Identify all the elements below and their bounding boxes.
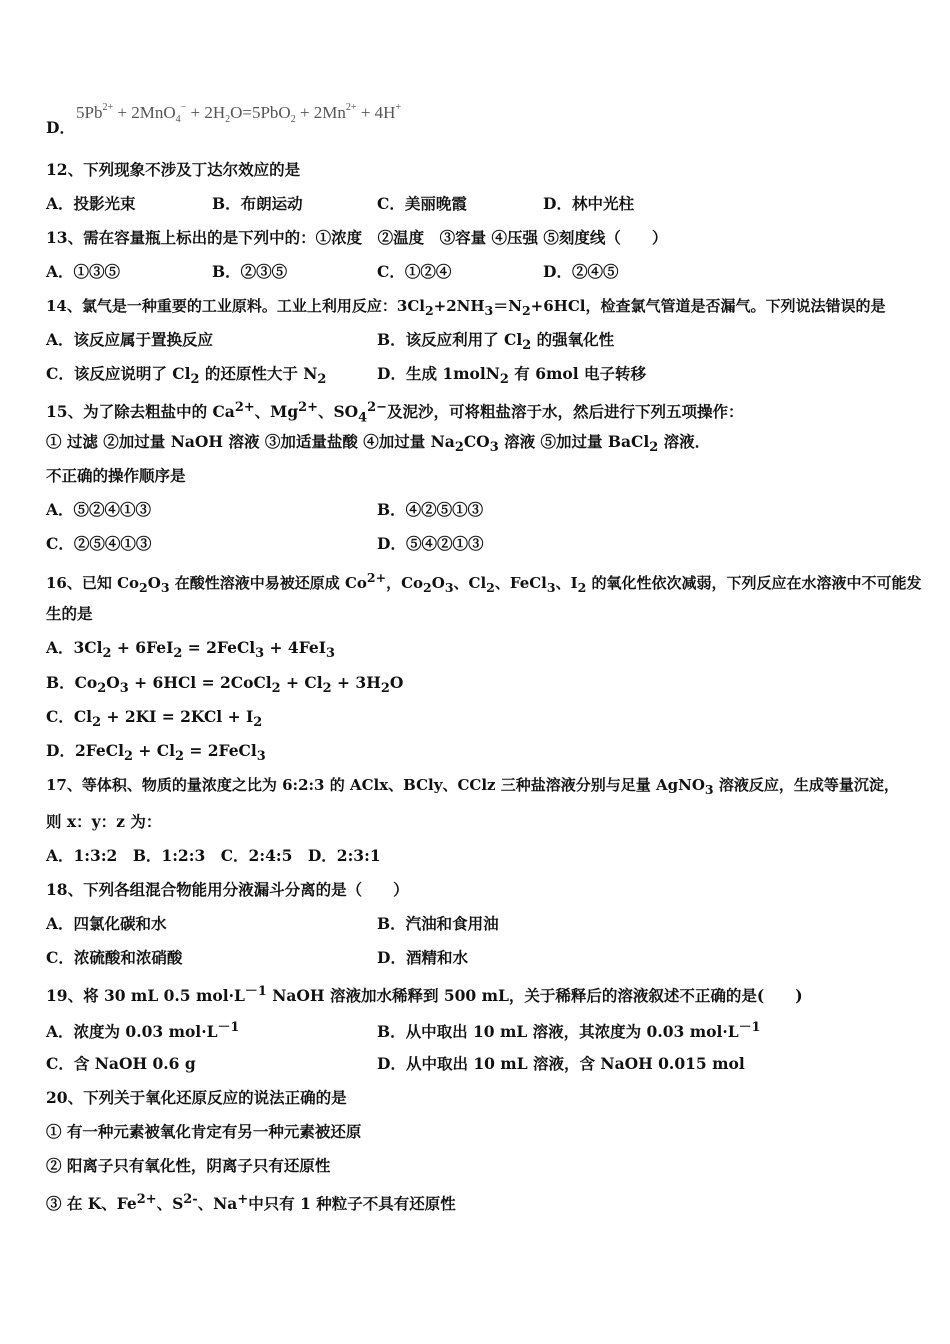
q16-option-b: B．$Co_2O_3 + 6HCl$ = 2CoCl$_2$ + $Cl_2 + 3H_2O$: [46, 673, 404, 697]
q20-statement-1: ① 有一种元素被氧化肯定有另一种元素被还原: [46, 1122, 362, 1141]
q15-question: 不正确的操作顺序是: [46, 466, 186, 485]
q16-option-c: C．$Cl_2 + 2KI = 2KCl + I_2$: [46, 707, 263, 731]
q15-option-b: B．④②⑤①③: [377, 500, 484, 519]
q13-option-a: A．①③⑤: [46, 262, 121, 281]
q11-option-d-label: D．: [46, 118, 75, 137]
q15-option-d: D．⑤④②①③: [377, 534, 484, 553]
q14-option-b: B．该反应利用了 $Cl_2$ 的强氧化性: [377, 330, 615, 354]
q18-option-c: C．浓硫酸和浓硝酸: [46, 948, 183, 967]
q14-option-a: A．该反应属于置换反应: [46, 330, 214, 349]
q16-option-a: A．$3Cl_2 + 6FeI_2$ = 2FeCl$_3$ + 4FeI$_3$: [46, 638, 335, 662]
q15-option-a: A．⑤②④①③: [46, 500, 152, 519]
q16-stem-line2: 生的是: [46, 604, 93, 623]
q20-statement-3: ③ 在 K、$Fe^{2+}$、$S^{2-}$、Na+中只有 1 种粒子不具有还原性: [46, 1192, 456, 1214]
q18-stem: 18、下列各组混合物能用分液漏斗分离的是（ ）: [46, 880, 409, 899]
q15-stem: 15、为了除去粗盐中的 $Ca^{2+}$、$Mg^{2+}$、$SO_4^{2-}$及泥沙，可将粗盐溶于水，然后进行下列五项操作：: [46, 400, 744, 426]
q17-options: A．1:3:2 B．1:2:3 C．2:4:5 D．2:3:1: [46, 846, 381, 865]
q11-option-d-formula: $5Pb^{2+} + 2MnO_4^- + 2H_2O=5PbO_2 + 2Mn^{2+} + 4H^+$: [76, 102, 402, 125]
q19-option-d: D．从中取出 10 mL 溶液，含 NaOH 0.015 mol: [377, 1054, 745, 1073]
q14-option-d: D．生成 1molN$_2$ 有 6mol 电子转移: [377, 364, 647, 388]
q12-option-c: C．美丽晚霞: [377, 194, 467, 213]
q18-option-d: D．酒精和水: [377, 948, 468, 967]
q13-option-b: B．②③⑤: [212, 262, 288, 281]
q18-option-a: A．四氯化碳和水: [46, 914, 167, 933]
q15-option-c: C．②⑤④①③: [46, 534, 152, 553]
q13-stem: 13、需在容量瓶上标出的是下列中的：①浓度 ②温度 ③容量 ④压强 ⑤刻度线（ ）: [46, 228, 668, 247]
q12-option-a: A．投影光束: [46, 194, 136, 213]
q19-stem: 19、将 30 mL 0.5 $mol\cdot L^{-1}$ NaOH 溶液加水稀释到 500 mL，关于稀释后的溶液叙述不正确的是( ): [46, 984, 803, 1006]
q15-operations: ① 过滤 ②加过量 NaOH 溶液 ③加适量盐酸 ④加过量 $Na_2CO_3$ 溶液 ⑤加过量 BaCl$_2$ 溶液．: [46, 432, 711, 456]
q17-stem-line1: 17、等体积、物质的量浓度之比为 6:2:3 的 AClx、BCly、CClz 三种盐溶液分别与足量 AgNO$_3$ 溶液反应，生成等量沉淀，: [46, 776, 899, 797]
q13-option-d: D．②④⑤: [543, 262, 619, 281]
q14-option-c: C．该反应说明了 $Cl_2$ 的还原性大于 $N_2$: [46, 364, 327, 388]
q20-stem: 20、下列关于氧化还原反应的说法正确的是: [46, 1088, 347, 1107]
q19-option-a: A．浓度为 0.03 $mol\cdot L^{-1}$: [46, 1020, 240, 1042]
q14-stem: 14、氯气是一种重要的工业原料。工业上利用反应：$3Cl_2+2NH_3=N_2+6HCl$，检查氯气管道是否漏气。下列说法错误的是: [46, 297, 886, 318]
q19-option-c: C．含 NaOH 0.6 g: [46, 1054, 196, 1073]
q18-option-b: B．汽油和食用油: [377, 914, 499, 933]
q19-option-b: B．从中取出 10 mL 溶液，其浓度为 0.03 $mol\cdot L^{-1}$: [377, 1020, 761, 1042]
q16-stem-line1: 16、已知 $Co_2O_3$ 在酸性溶液中易被还原成 $Co^{2+}$，$Co_2O_3$、$Cl_2$、FeCl$_3$、$I_2$ 的氧化性依次减弱，下列反应在水溶液中不可能发: [46, 570, 922, 595]
q16-option-d: D．2FeCl$_2$ + $Cl_2$ = 2FeCl$_3$: [46, 741, 266, 765]
q12-stem: 12、下列现象不涉及丁达尔效应的是: [46, 160, 301, 179]
q20-statement-2: ② 阳离子只有氧化性，阴离子只有还原性: [46, 1156, 331, 1175]
q12-option-d: D．林中光柱: [543, 194, 634, 213]
q12-option-b: B．布朗运动: [212, 194, 303, 213]
q13-option-c: C．①②④: [377, 262, 452, 281]
q17-stem-line2: 则 x：y：z 为：: [46, 812, 162, 831]
